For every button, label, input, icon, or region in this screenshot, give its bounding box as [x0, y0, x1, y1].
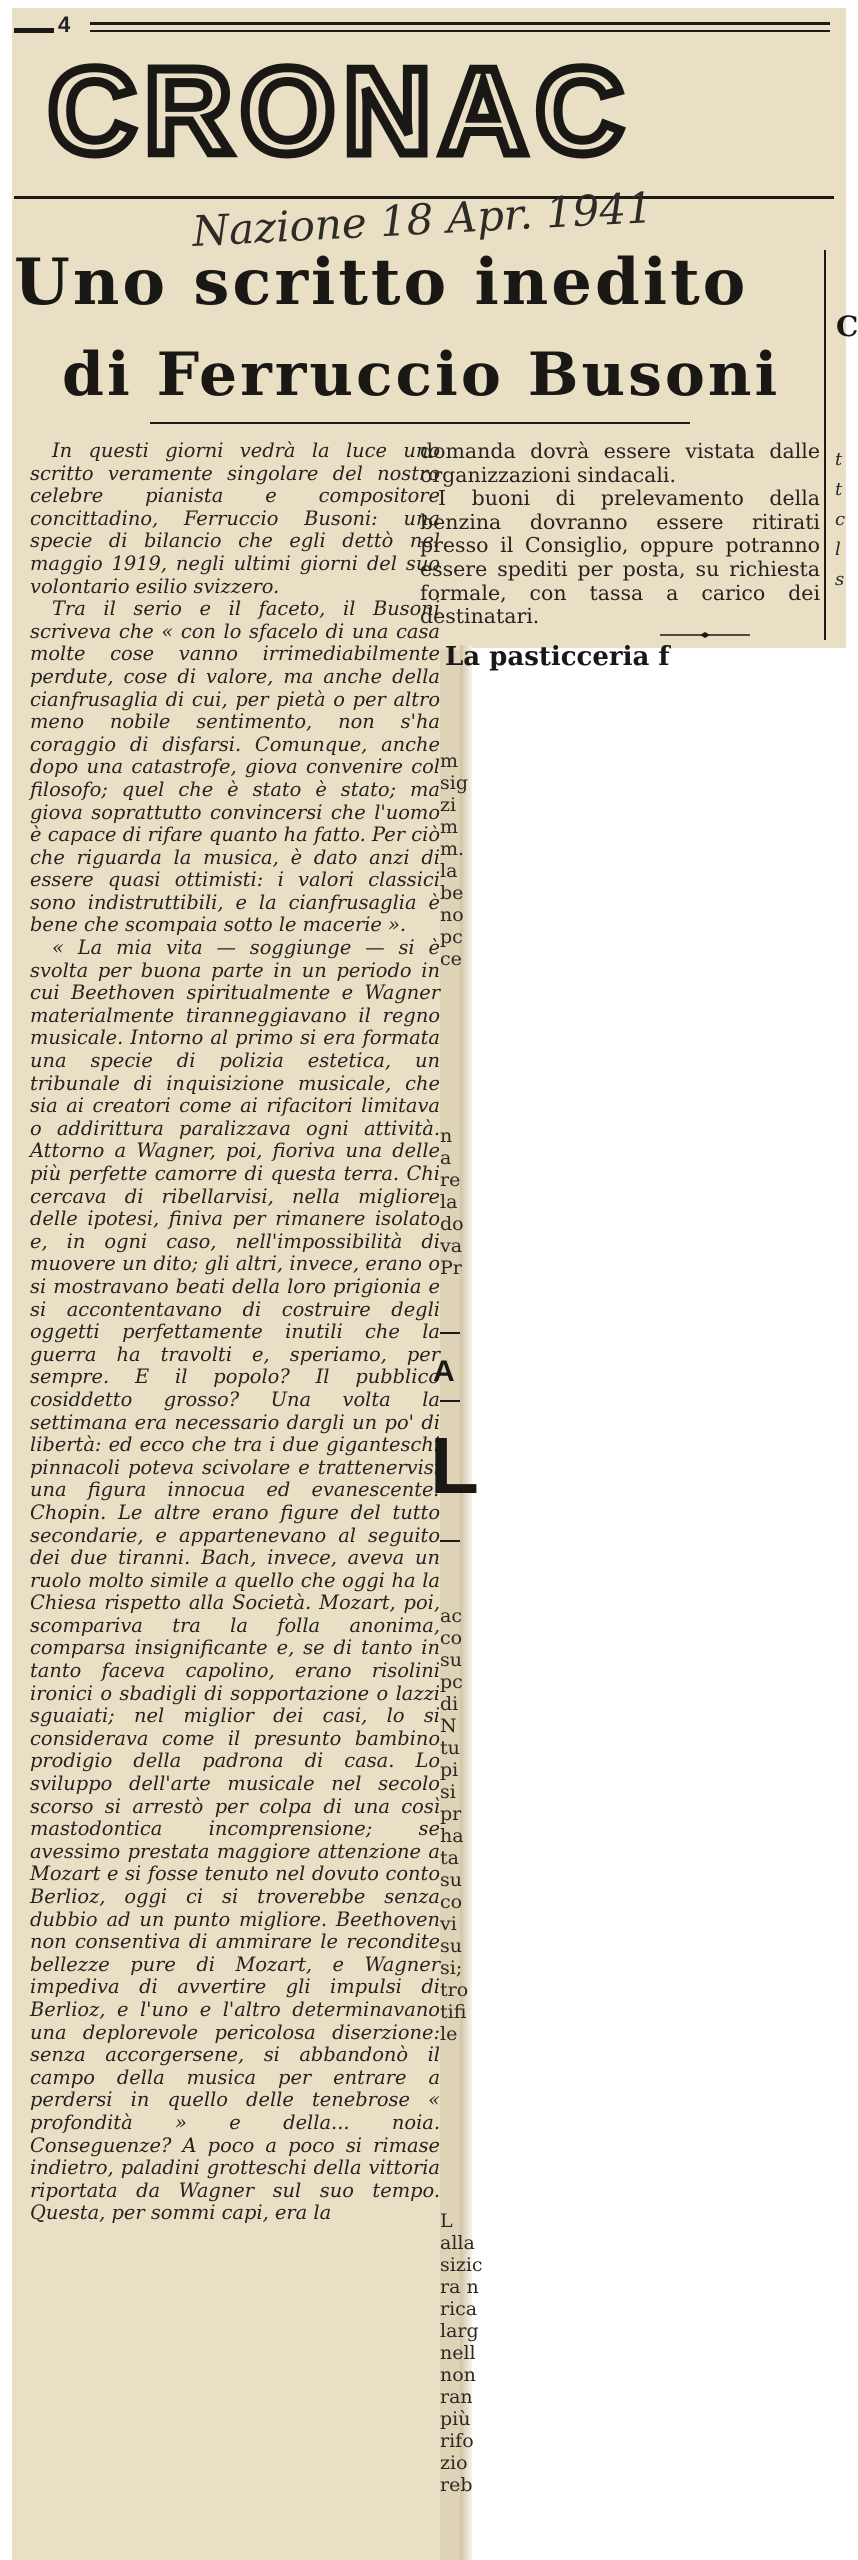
headline-line-1: Uno scritto inedito — [14, 245, 749, 320]
fragment: t — [835, 479, 843, 500]
fragment: si — [440, 1781, 456, 1803]
fragment: alla — [440, 2232, 475, 2254]
fragment: le — [440, 2023, 458, 2045]
fragment: la — [440, 860, 458, 882]
fragment: va — [440, 1235, 463, 1257]
fragment: ra n — [440, 2276, 479, 2298]
masthead-title: CRONAC — [48, 43, 632, 179]
column-divider-vertical — [824, 250, 826, 640]
fragment: si; — [440, 1957, 463, 1979]
fragment: non — [440, 2364, 476, 2386]
article-body — [30, 440, 440, 2225]
right-paragraph: domanda dovrà essere vistata dalle organizzazioni sindacali. — [420, 439, 820, 487]
top-rule-right — [90, 22, 830, 25]
article-paragraph: Tra il serio e il faceto, il Busoni scriveva che « con lo sfacelo di una casa molte cose vanno irrimediabilmente perdute, cose di valore, ma anche della cianfrusaglia di cui, per pietà o per altro meno nobile sentimento, non s'ha coraggio di disfarsi. Comunque, anche dopo una catastrofe, giova convenire col filosofo; quel che è stato è stato; ma giova soprattutto convincersi che l'uomo è capace di rifare quanto ha fatto. Per ciò che riguarda la musica, è dato anzi di essere quasi ottimisti: i valori classici sono indistruttibili, e la cianfrusaglia è bene che scompaia sotto le macerie ». — [30, 597, 440, 937]
fragment: sizic — [440, 2254, 483, 2276]
right-paragraph: I buoni di prelevamento della benzina dovranno essere ritirati presso il Consiglio, oppure potranno essere spediti per posta, su richiesta formale, con tassa a carico dei destinatari. — [420, 486, 820, 629]
stub-heading-letter: A — [433, 1355, 455, 1388]
fragment: tu — [440, 1737, 460, 1759]
fragment: re — [440, 1169, 461, 1191]
headline-underline — [150, 422, 690, 424]
fragment: vi — [440, 1913, 457, 1935]
top-rule-right-2 — [90, 30, 830, 32]
fragment: rifo — [440, 2430, 474, 2452]
fragment: nell — [440, 2342, 476, 2364]
fragment: ac — [440, 1605, 462, 1627]
fragment: più — [440, 2408, 471, 2430]
fragment: su — [440, 1649, 462, 1671]
fragment: sig — [440, 772, 468, 794]
fragment: t — [835, 449, 843, 470]
fragment: s — [835, 569, 845, 590]
stub-rule — [440, 1400, 460, 1402]
stub-rule — [440, 1540, 460, 1542]
ornament-rule — [660, 632, 750, 638]
top-rule-left — [14, 28, 54, 33]
fragment: N — [440, 1715, 457, 1737]
fragment: ha — [440, 1825, 464, 1847]
fragment: rica — [440, 2298, 478, 2320]
article-paragraph: In questi giorni vedrà la luce uno scritto veramente singolare del nostro celebre pianista e compositore concittadino, Ferruccio Busoni: una specie di bilancio che egli dettò nel maggio 1919, negli ultimi giorni del suo volontario esilio svizzero. — [30, 439, 440, 598]
fragment: do — [440, 1213, 464, 1235]
fragment: L — [440, 2210, 453, 2232]
fragment: di — [440, 1693, 459, 1715]
fragment: a — [440, 1147, 452, 1169]
fragment: m. — [440, 838, 465, 860]
handwritten-date-note: Nazione 18 Apr. 1941 — [191, 182, 654, 257]
fragment: m — [440, 750, 459, 772]
fragment: zio — [440, 2452, 468, 2474]
stub-fragments-1 — [440, 750, 468, 970]
fragment: be — [440, 882, 464, 904]
fragment: larg — [440, 2320, 479, 2342]
fragment: pi — [440, 1759, 459, 1781]
stub-dropcap-letter: L — [430, 1421, 479, 1510]
article-paragraph: « La mia vita — soggiunge — si è svolta per buona parte in un periodo in cui Beethoven spiritualmente e Wagner materialmente tiranneggiavano il regno musicale. Intorno al primo si era formata una specie di polizia estetica, un tribunale di inquisizione musicale, che sia ai creatori come ai rifacitori limitava o addirittura paralizzava ogni attività. Attorno a Wagner, poi, fioriva una delle più perfette camorre di questa terra. Chi cercava di ribellarvisi, nella migliore delle ipotesi, finiva per rimanere isolato e, in ogni caso, nell'impossibilità di muovere un dito; gli altri, invece, erano o si mostravano beati della loro prigionia e si accontentavano di costruire degli oggetti perfettamente inutili che la guerra ha travolti e, speriamo, per sempre. E il popolo? Il pubblico cosiddetto grosso? Una volta la settimana era necessario dargli un po' di libertà: ed ecco che tra i due giganteschi pinnacoli poteva scivolare e trattenervisi una figura innocua ed evanescente: Chopin. Le altre erano figure del tutto secondarie, e appartenevano al seguito dei due tiranni. Bach, invece, aveva un ruolo molto simile a quello che oggi ha la Chiesa rispetto alla Società. Mozart, poi, scompariva tra la folla anonima, comparsa insignificante e, se di tanto in tanto faceva capolino, erano risolini ironici o sbadigli di sopportazione o lazzi sguaiati; nel miglior dei casi, lo si considerava come il presunto bambino prodigio della padrona di casa. Lo sviluppo dell'arte musicale nel secolo scorso si arrestò per colpa di una così mastodontica incomprensione; se avessimo prestata maggiore attenzione a Mozart e si fosse tenuto nel dovuto conto Berlioz, oggi ci si troverebbe senza dubbio ad un punto migliore. Beethoven non consentiva di ammirare le recondite bellezze pure di Mozart, e Wagner impediva di avvertire gli impulsi di Berlioz, e l'uno e l'altro determinavano una deplorevole pericolosa diserzione: senza accorgersene, si abbandonò il campo della musica per entrare a perdersi in quello delle tenebrose « profondità » e della... noia. Conseguenze? A poco a poco si rimase indietro, paladini grotteschi della vittoria riportata da Wagner sul suo tempo. Questa, per sommi capi, era la — [30, 936, 440, 2225]
fragment: co — [440, 1627, 463, 1649]
fragment: no — [440, 904, 464, 926]
fragment: ran — [440, 2386, 473, 2408]
page-number: 4 — [58, 12, 71, 37]
stub-fragments-4 — [440, 2210, 483, 2496]
fragment: pr — [440, 1803, 462, 1825]
fragment: Pr — [440, 1257, 462, 1279]
fragment: m — [440, 816, 459, 838]
fragment: su — [440, 1869, 462, 1891]
headline-line-2: di Ferruccio Busoni — [62, 340, 781, 410]
fragment: ce — [440, 948, 462, 970]
adjacent-column-letter: C — [836, 310, 858, 343]
right-column-text — [420, 440, 820, 629]
adjacent-column-fragments — [835, 445, 845, 595]
fragment: pc — [440, 1671, 463, 1693]
fragment: tro — [440, 1979, 469, 2001]
fragment: zi — [440, 794, 457, 816]
fragment: su — [440, 1935, 462, 1957]
fragment: reb — [440, 2474, 473, 2496]
fragment: la — [440, 1191, 458, 1213]
stub-fragments-3 — [440, 1605, 468, 2045]
fragment: pc — [440, 926, 463, 948]
fragment: ta — [440, 1847, 459, 1869]
fragment: n — [440, 1125, 453, 1147]
fragment: tifi — [440, 2001, 467, 2023]
stub-fragments-2 — [440, 1125, 464, 1279]
fragment: co — [440, 1891, 463, 1913]
right-subheading: La pasticceria f — [445, 642, 670, 672]
fragment: l — [835, 539, 841, 560]
fragment: c — [835, 509, 846, 530]
stub-rule — [440, 1332, 460, 1334]
